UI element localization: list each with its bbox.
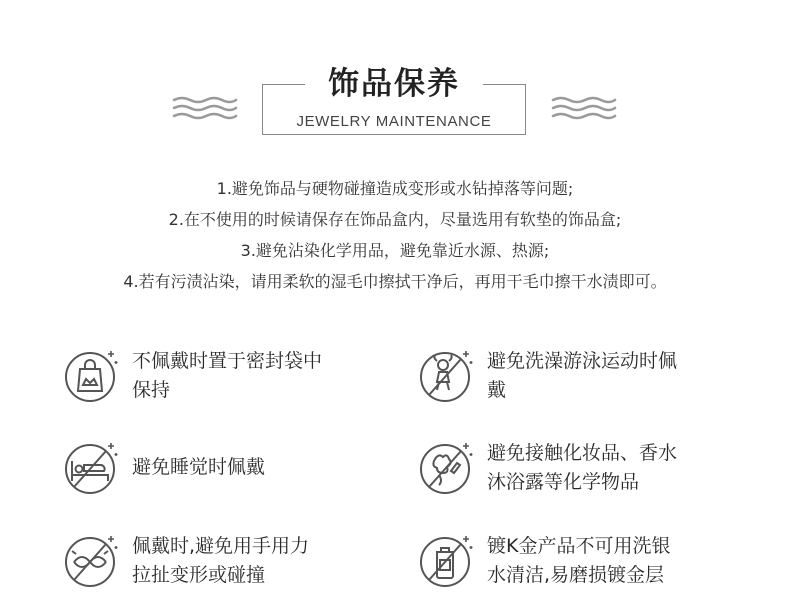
no-swimming-icon: [417, 345, 477, 405]
tip-line: 保持: [132, 379, 171, 401]
tip-text: [487, 532, 757, 590]
tip-text: [132, 532, 402, 590]
care-note: 4.若有污渍沾染，请用柔软的湿毛巾擦拭干净后，再用干毛巾擦干水渍即可。: [123, 272, 667, 291]
tip-text: [487, 347, 757, 405]
tip-line: 戴: [487, 379, 507, 401]
tip-item: [62, 345, 422, 415]
no-sleeping-icon: [62, 437, 122, 497]
care-note: 3.避免沾染化学用品，避免靠近水源、热源;: [240, 241, 550, 260]
tip-line: 镀K金产品不可用洗银: [487, 535, 671, 557]
tip-line: 佩戴时,避免用手用力: [132, 535, 310, 557]
tip-item: [417, 345, 777, 415]
tip-line: 拉扯变形或碰撞: [132, 564, 266, 586]
tip-line: 避免洗澡游泳运动时佩: [487, 350, 678, 372]
tip-item: [62, 437, 422, 507]
tip-text: [132, 347, 402, 405]
tip-line: 沐浴露等化学物品: [487, 471, 640, 493]
care-note: 1.避免饰品与硬物碰撞造成变形或水钻掉落等问题;: [216, 179, 574, 198]
tip-text: [132, 453, 402, 482]
sealed-bag-icon: [62, 345, 122, 405]
tip-line: 避免接触化妆品、香水: [487, 442, 678, 464]
tip-item: [417, 437, 777, 507]
tip-item: [62, 530, 422, 600]
no-pulling-icon: [62, 530, 122, 590]
care-note: 2.在不使用的时候请保存在饰品盒内，尽量选用有软垫的饰品盒;: [168, 210, 622, 229]
page-subtitle: JEWELRY MAINTENANCE: [296, 113, 492, 130]
tip-text: [487, 439, 757, 497]
wave-decoration-right-icon: [551, 96, 617, 120]
section-header: [0, 0, 790, 150]
page-title: 饰品保养: [328, 66, 460, 102]
no-silver-cleaner-icon: [417, 530, 477, 590]
tip-item: [417, 530, 777, 600]
care-notes-list: [0, 173, 790, 297]
tip-line: 不佩戴时置于密封袋中: [132, 350, 323, 372]
tip-line: 水清洁,易磨损镀金层: [487, 564, 665, 586]
wave-decoration-left-icon: [172, 96, 238, 120]
no-cosmetics-icon: [417, 437, 477, 497]
tip-line: 避免睡觉时佩戴: [132, 456, 266, 478]
